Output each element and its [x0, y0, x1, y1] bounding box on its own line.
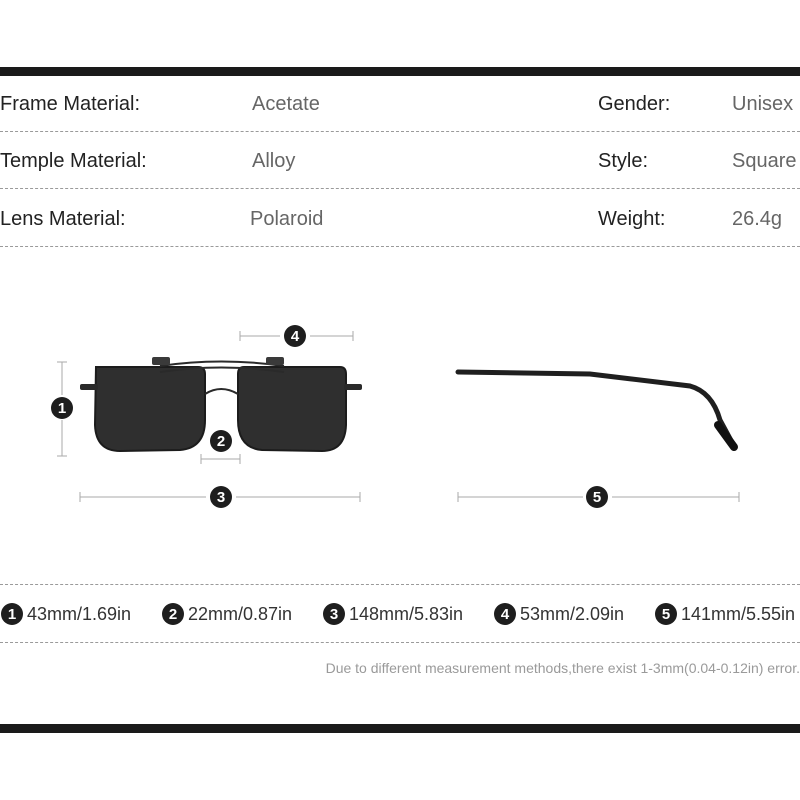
measurement-item: [162, 600, 292, 628]
sunglasses-drawing: [0, 300, 800, 520]
measurement-badge: 2: [162, 603, 184, 625]
measurements-top-divider: [0, 584, 800, 585]
left-hinge: [80, 384, 98, 390]
measurement-item: [655, 600, 795, 628]
measurement-item: [323, 600, 463, 628]
nose-bridge: [205, 389, 238, 394]
measurements-row: [0, 600, 800, 628]
frame-material-label: Frame Material:: [0, 93, 141, 115]
callout-number-5: 5: [592, 489, 602, 506]
right-hinge: [344, 384, 362, 390]
temple-material-value: Alloy: [252, 150, 296, 172]
left-clip: [152, 357, 170, 365]
frame-material-value: Acetate: [252, 93, 320, 115]
callout-number-4: 4: [290, 328, 300, 345]
top-divider-bar: [0, 67, 800, 76]
weight-value: 26.4g: [732, 208, 783, 230]
callout-number-1: 1: [57, 400, 67, 417]
style-value: Square: [732, 150, 797, 172]
double-bridge: [160, 362, 284, 367]
temple-material-label: Temple Material:: [0, 150, 147, 172]
measurements-bottom-divider: [0, 642, 800, 643]
gender-value: Unisex: [732, 93, 794, 115]
measurement-value: 53mm/2.09in: [520, 603, 625, 624]
lens-material-label: Lens Material:: [0, 208, 126, 230]
row-divider: [0, 131, 800, 132]
measurement-badge: 3: [323, 603, 345, 625]
right-lens: [238, 367, 346, 451]
measurement-value: 22mm/0.87in: [188, 603, 293, 624]
left-lens: [95, 367, 205, 451]
measurement-item: [494, 600, 624, 628]
callout-number-3: 3: [216, 489, 226, 506]
measurement-value: 148mm/5.83in: [349, 603, 464, 624]
style-label: Style:: [598, 150, 649, 172]
gender-label: Gender:: [598, 93, 671, 115]
lens-material-value: Polaroid: [250, 208, 324, 230]
measurement-badge: 1: [1, 603, 23, 625]
sunglasses-diagram: [0, 300, 800, 520]
callout-number-2: 2: [216, 433, 226, 450]
bottom-divider-bar: [0, 724, 800, 733]
right-clip: [266, 357, 284, 365]
measurement-value: 141mm/5.55in: [681, 603, 796, 624]
measurement-badge: 5: [655, 603, 677, 625]
measurement-item: [1, 600, 131, 628]
temple-arm: [458, 372, 734, 446]
measurement-value: 43mm/1.69in: [27, 603, 132, 624]
measurement-error-note: Due to different measurement methods,there exist 1-3mm(0.04-0.12in) error.: [325, 660, 800, 676]
row-divider: [0, 188, 800, 189]
measurement-badge: 4: [494, 603, 516, 625]
row-divider: [0, 246, 800, 247]
weight-label: Weight:: [598, 208, 666, 230]
